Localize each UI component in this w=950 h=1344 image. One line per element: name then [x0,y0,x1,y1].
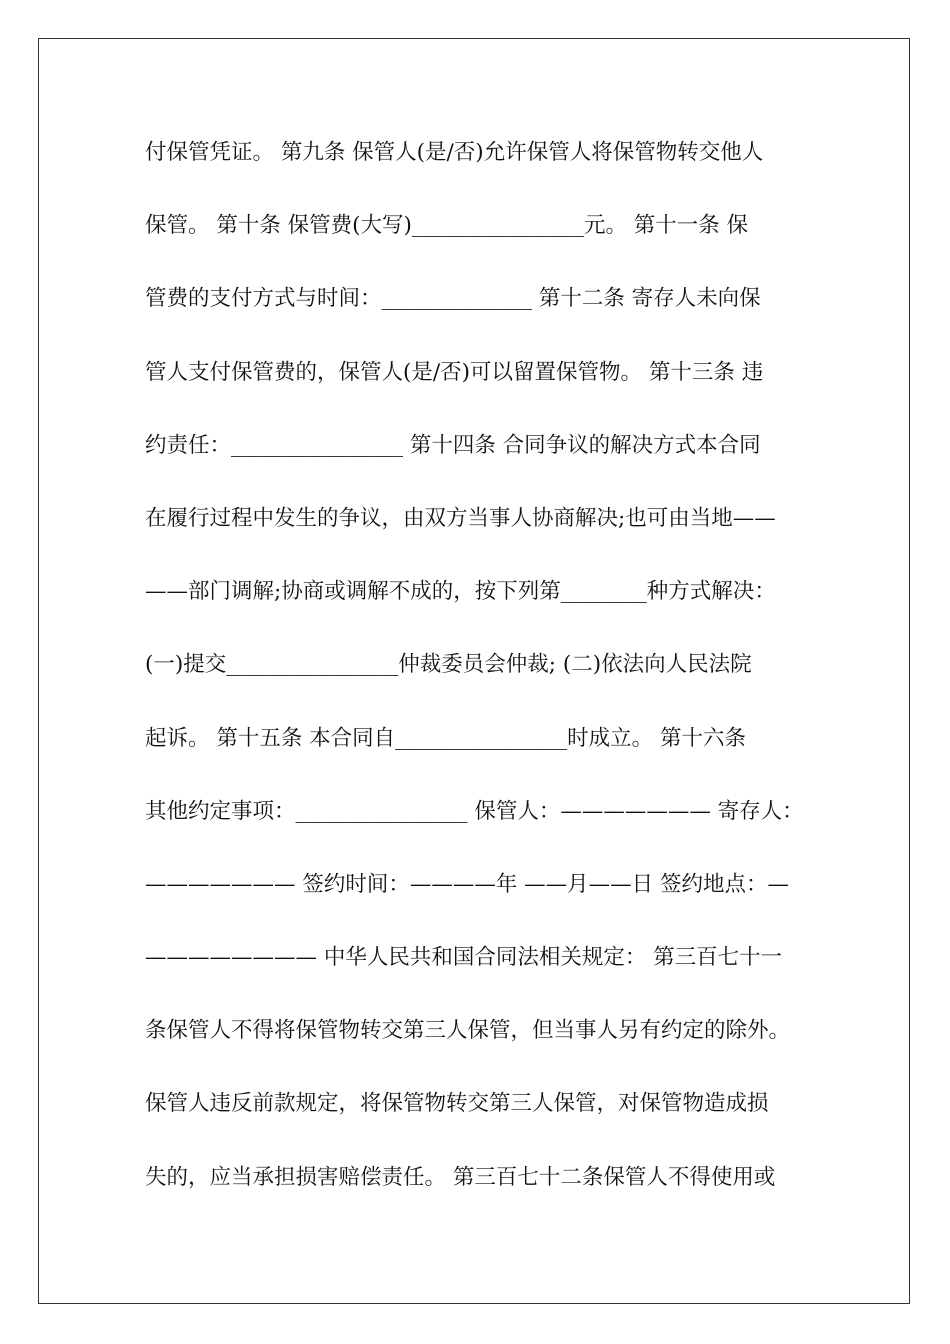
text-line-7: ——部门调解;协商或调解不成的，按下列第________种方式解决： [145,579,776,605]
document-body [145,128,810,1226]
text-line-12: ———————— 中华人民共和国合同法相关规定： 第三百七十一 [145,945,783,971]
text-line-1: 付保管凭证。 第九条 保管人(是/否)允许保管人将保管物转交他人 [145,140,764,165]
text-line-14: 保管人违反前款规定，将保管物转交第三人保管，对保管物造成损 [145,1091,769,1117]
text-line-10: 其他约定事项：________________ 保管人：——————— 寄存人： [145,798,804,824]
text-line-4: 管人支付保管费的，保管人(是/否)可以留置保管物。 第十三条 违 [145,359,764,385]
text-line-2: 保管。 第十条 保管费(大写)________________元。 第十一条 保 [145,213,749,239]
text-line-5: 约责任：________________ 第十四条 合同争议的解决方式本合同 [145,432,761,458]
text-line-11: ——————— 签约时间：————年 ——月——日 签约地点：— [145,871,790,897]
text-line-8: (一)提交________________仲裁委员会仲裁; (二)依法向人民法院 [145,652,752,678]
text-line-3: 管费的支付方式与时间：______________ 第十二条 寄存人未向保 [145,286,761,312]
text-line-9: 起诉。 第十五条 本合同自________________时成立。 第十六条 [145,725,747,751]
text-line-15: 失的，应当承担损害赔偿责任。 第三百七十二条保管人不得使用或 [145,1164,776,1190]
text-line-6: 在履行过程中发生的争议，由双方当事人协商解决;也可由当地—— [145,505,776,531]
text-line-13: 条保管人不得将保管物转交第三人保管，但当事人另有约定的除外。 [145,1018,791,1044]
